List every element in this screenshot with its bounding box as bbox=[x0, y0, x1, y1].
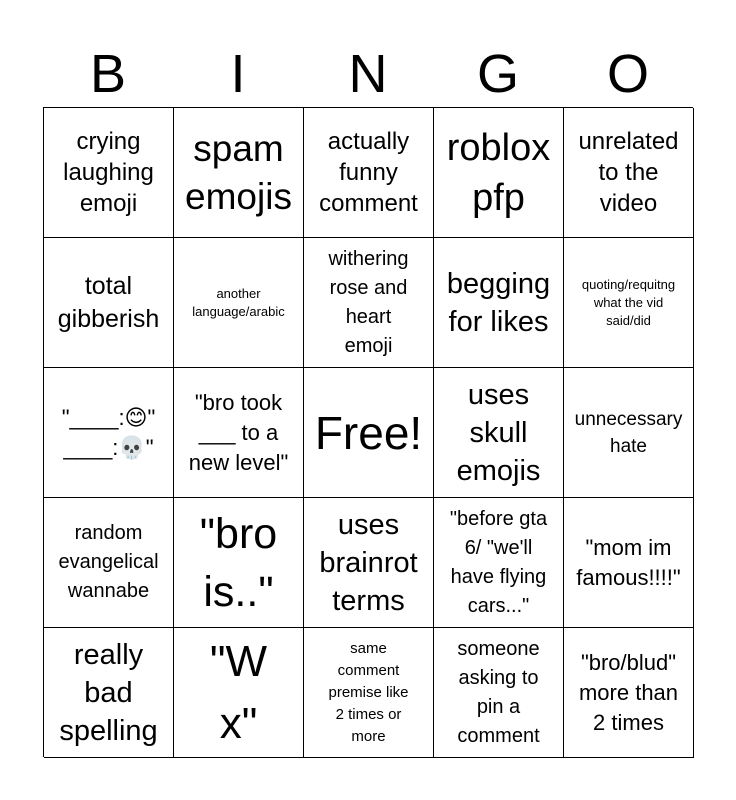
cell-text: another language/arabic bbox=[192, 285, 285, 319]
bingo-cell-r1c5[interactable] bbox=[564, 108, 694, 238]
bingo-cell-r4c4[interactable] bbox=[434, 498, 564, 628]
cell-text: "____:😊" ____:💀" bbox=[61, 404, 156, 460]
cell-text: random evangelical wannabe bbox=[58, 522, 159, 602]
cell-text: "bro is.." bbox=[199, 509, 278, 616]
cell-text-free: Free! bbox=[314, 406, 423, 459]
bingo-cell-r4c3[interactable] bbox=[304, 498, 434, 628]
header-letter-g: G bbox=[476, 44, 519, 104]
bingo-cell-r4c5[interactable] bbox=[564, 498, 694, 628]
cell-text: "mom im famous!!!!" bbox=[576, 534, 681, 590]
bingo-cell-r4c1[interactable] bbox=[44, 498, 174, 628]
cell-text: uses brainrot terms bbox=[319, 508, 418, 617]
cell-text: uses skull emojis bbox=[456, 378, 541, 487]
bingo-cell-r5c3[interactable] bbox=[304, 628, 434, 758]
bingo-cell-r3c2[interactable] bbox=[174, 368, 304, 498]
cell-text: withering rose and heart emoji bbox=[328, 247, 409, 357]
header-letter-n: N bbox=[348, 44, 388, 104]
cell-text: begging for likes bbox=[446, 267, 551, 338]
bingo-cell-r5c1[interactable] bbox=[44, 628, 174, 758]
cell-text: "bro took ___ to a new level" bbox=[188, 389, 289, 475]
header-letter-b: B bbox=[89, 44, 127, 104]
cell-text: "before gta 6/ "we'll have flying cars..." bbox=[449, 507, 548, 617]
bingo-cell-r4c2[interactable] bbox=[174, 498, 304, 628]
cell-text: roblox pfp bbox=[446, 126, 551, 219]
bingo-cell-r5c2[interactable] bbox=[174, 628, 304, 758]
cell-text: actually funny comment bbox=[319, 128, 418, 217]
cell-text: total gibberish bbox=[57, 271, 160, 333]
bingo-header bbox=[43, 40, 693, 108]
cell-text: really bad spelling bbox=[59, 638, 158, 747]
cell-text: crying laughing emoji bbox=[63, 128, 154, 217]
cell-text: "bro/blud" more than 2 times bbox=[578, 649, 679, 735]
header-letter-i: I bbox=[230, 44, 246, 104]
bingo-cell-r2c4[interactable] bbox=[434, 238, 564, 368]
bingo-cell-r1c4[interactable] bbox=[434, 108, 564, 238]
bingo-cell-r2c1[interactable] bbox=[44, 238, 174, 368]
cell-text: spam emojis bbox=[185, 127, 292, 217]
bingo-cell-r3c5[interactable] bbox=[564, 368, 694, 498]
bingo-grid bbox=[43, 107, 693, 757]
bingo-cell-r5c5[interactable] bbox=[564, 628, 694, 758]
cell-text: unnecessary hate bbox=[574, 408, 683, 457]
cell-text: quoting/requitng what the vid said/did bbox=[581, 276, 676, 328]
bingo-cell-r2c3[interactable] bbox=[304, 238, 434, 368]
bingo-cell-r2c2[interactable] bbox=[174, 238, 304, 368]
bingo-cell-r2c5[interactable] bbox=[564, 238, 694, 368]
bingo-cell-r1c3[interactable] bbox=[304, 108, 434, 238]
cell-text: "W x" bbox=[209, 636, 268, 748]
cell-text: unrelated to the video bbox=[578, 128, 679, 217]
cell-text: same comment premise like 2 times or more bbox=[328, 639, 409, 745]
bingo-cell-r3c3[interactable] bbox=[304, 368, 434, 498]
bingo-cell-r3c4[interactable] bbox=[434, 368, 564, 498]
bingo-cell-r1c2[interactable] bbox=[174, 108, 304, 238]
bingo-cell-r1c1[interactable] bbox=[44, 108, 174, 238]
header-letter-o: O bbox=[606, 44, 649, 104]
bingo-cell-r3c1[interactable] bbox=[44, 368, 174, 498]
bingo-cell-r5c4[interactable] bbox=[434, 628, 564, 758]
cell-text: someone asking to pin a comment bbox=[457, 637, 540, 747]
